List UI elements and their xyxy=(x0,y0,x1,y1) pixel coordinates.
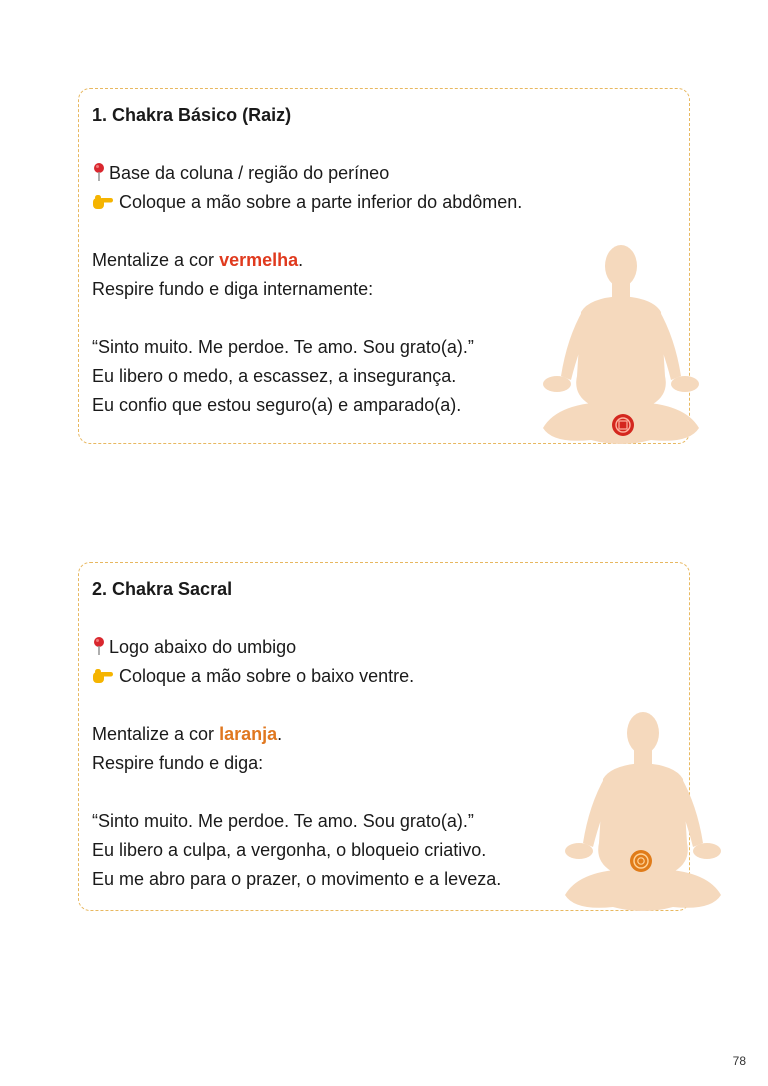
location-line xyxy=(92,633,501,662)
release-line: Eu libero a culpa, a vergonha, o bloqueio criativo. xyxy=(92,840,487,860)
mantra-line: “Sinto muito. Me perdoe. Te amo. Sou grato(a).” xyxy=(92,337,474,357)
mantra-line: “Sinto muito. Me perdoe. Te amo. Sou grato(a).” xyxy=(92,811,474,831)
breathe-line: Respire fundo e diga internamente: xyxy=(92,279,374,299)
sacral-chakra-icon xyxy=(630,850,652,872)
affirmation-line: Eu confio que estou seguro(a) e amparado(a). xyxy=(92,395,462,415)
pointing-hand-icon xyxy=(92,194,114,210)
instruction-line xyxy=(92,662,501,691)
instruction-line xyxy=(92,188,522,217)
instruction-text: Coloque a mão sobre a parte inferior do abdômen. xyxy=(119,192,523,212)
meditating-figure-root xyxy=(530,244,712,454)
pin-icon xyxy=(92,636,106,656)
breathe-line: Respire fundo e diga: xyxy=(92,753,264,773)
location-text: Base da coluna / região do períneo xyxy=(109,163,390,183)
mentalize-suffix: . xyxy=(298,250,304,270)
release-line: Eu libero o medo, a escassez, a insegurança. xyxy=(92,366,457,386)
affirmation-line: Eu me abro para o prazer, o movimento e a leveza. xyxy=(92,869,502,889)
pointing-hand-icon xyxy=(92,668,114,684)
color-word: laranja xyxy=(219,724,278,744)
meditating-figure-sacral xyxy=(552,711,734,921)
mentalize-suffix: . xyxy=(277,724,283,744)
card-title: 1. Chakra Básico (Raiz) xyxy=(92,105,292,125)
card-title: 2. Chakra Sacral xyxy=(92,579,233,599)
pin-icon xyxy=(92,162,106,182)
mentalize-prefix: Mentalize a cor xyxy=(92,724,220,744)
mentalize-line xyxy=(92,246,522,275)
mentalize-line xyxy=(92,720,501,749)
location-line xyxy=(92,159,522,188)
color-word: vermelha xyxy=(219,250,299,270)
instruction-text: Coloque a mão sobre o baixo ventre. xyxy=(119,666,415,686)
location-text: Logo abaixo do umbigo xyxy=(109,637,297,657)
card-text xyxy=(92,575,501,894)
card-text xyxy=(92,101,522,420)
mentalize-prefix: Mentalize a cor xyxy=(92,250,220,270)
page-number: 78 xyxy=(732,1054,746,1068)
root-chakra-icon xyxy=(612,414,634,436)
